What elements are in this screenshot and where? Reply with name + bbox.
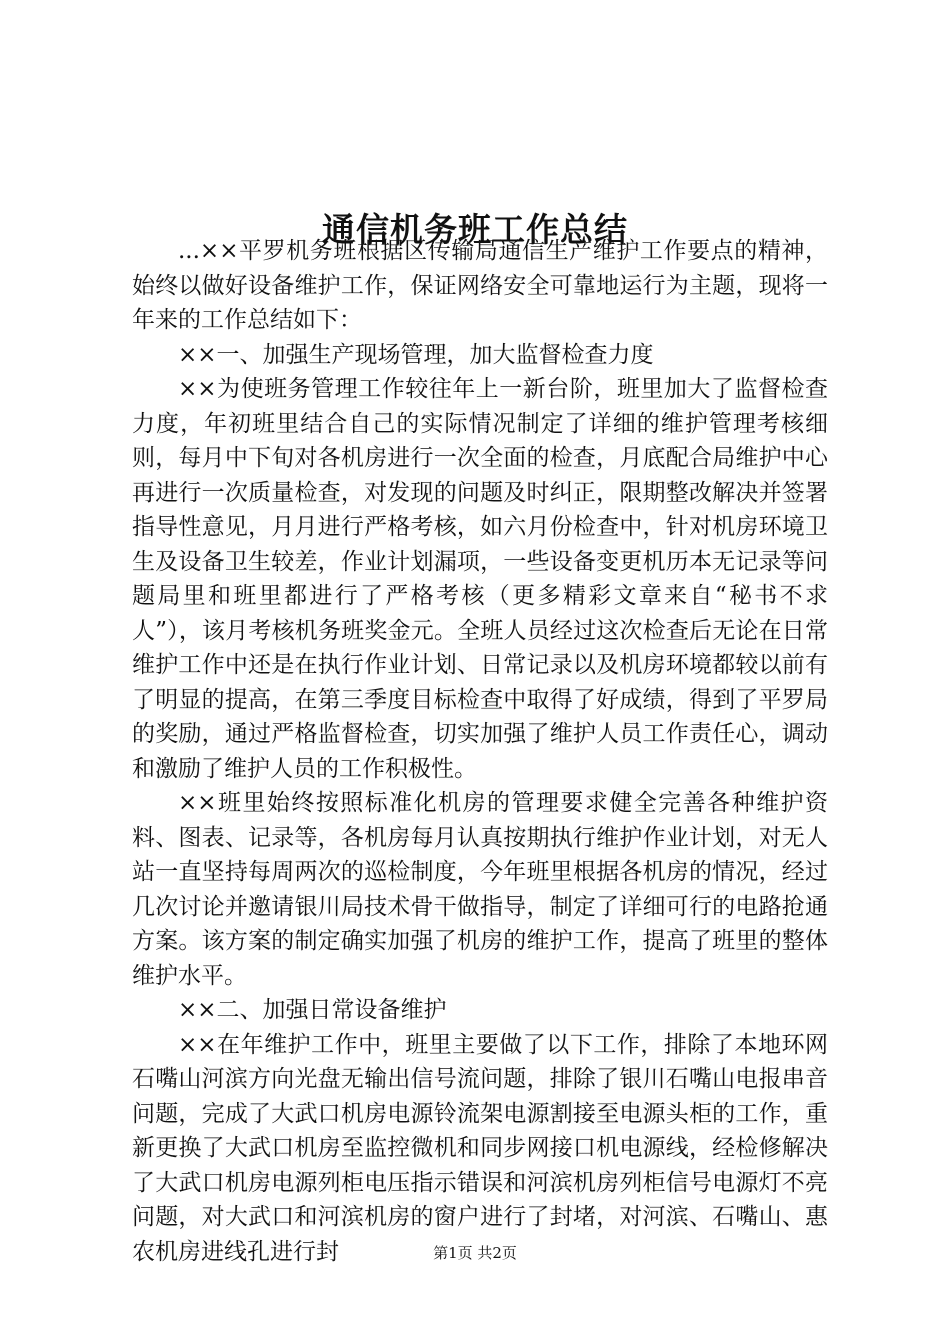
document-body [132, 234, 828, 1269]
paragraph-standardization: ××班里始终按照标准化机房的管理要求健全完善各种维护资料、图表、记录等，各机房每月认真按期执行维护作业计划，对无人站一直坚持每周两次的巡检制度，今年班里根据各机房的情况，经过几次讨论并邀请银川局技术骨干做指导，制定了详细可行的电路抢通方案。该方案的制定确实加强了机房的维护工作，提高了班里的整体维护水平。 [132, 790, 828, 989]
paragraph-intro: ...××平罗机务班根据区传输局通信生产维护工作要点的精神，始终以做好设备维护工作，保证网络安全可靠地运行为主题，现将一年来的工作总结如下： [132, 238, 828, 333]
paragraph-maintenance: ××在年维护工作中，班里主要做了以下工作，排除了本地环网石嘴山河滨方向光盘无输出信号流问题，排除了银川石嘴山电报串音问题，完成了大武口机房电源铃流架电源割接至电源头柜的工作，重新更换了大武口机房至监控微机和同步网接口机电源线，经检修解决了大武口机房电源列柜电压指示错误和河滨机房列柜信号电源灯不亮问题，对大武口和河滨机房的窗户进行了封堵，对河滨、石嘴山、惠农机房进线孔进行封 [132, 1031, 828, 1265]
section-heading-2: ××二、加强日常设备维护 [178, 997, 447, 1023]
page-number-footer: 第1页 共2页 [433, 1244, 517, 1262]
document-title: 通信机务班工作总结 [322, 210, 628, 250]
section-heading-1: ××一、加强生产现场管理，加大监督检查力度 [178, 341, 654, 368]
paragraph-supervision: ××为使班务管理工作较往年上一新台阶，班里加大了监督检查力度，年初班里结合自己的实际情况制定了详细的维护管理考核细则，每月中下旬对各机房进行一次全面的检查，月底配合局维护中心再进行一次质量检查，对发现的问题及时纠正，限期整改解决并签署指导性意见，月月进行严格考核，如六月份检查中，针对机房环境卫生及设备卫生较差，作业计划漏项，一些设备变更机历本无记录等问题局里和班里都进行了严格考核（更多精彩文章来自“秘书不求人”），该月考核机务班奖金元。全班人员经过这次检查后无论在日常维护工作中还是在执行作业计划、日常记录以及机房环境都较以前有了明显的提高，在第三季度目标检查中取得了好成绩，得到了平罗局的奖励，通过严格监督检查，切实加强了维护人员工作责任心，调动和激励了维护人员的工作积极性。 [132, 376, 828, 782]
